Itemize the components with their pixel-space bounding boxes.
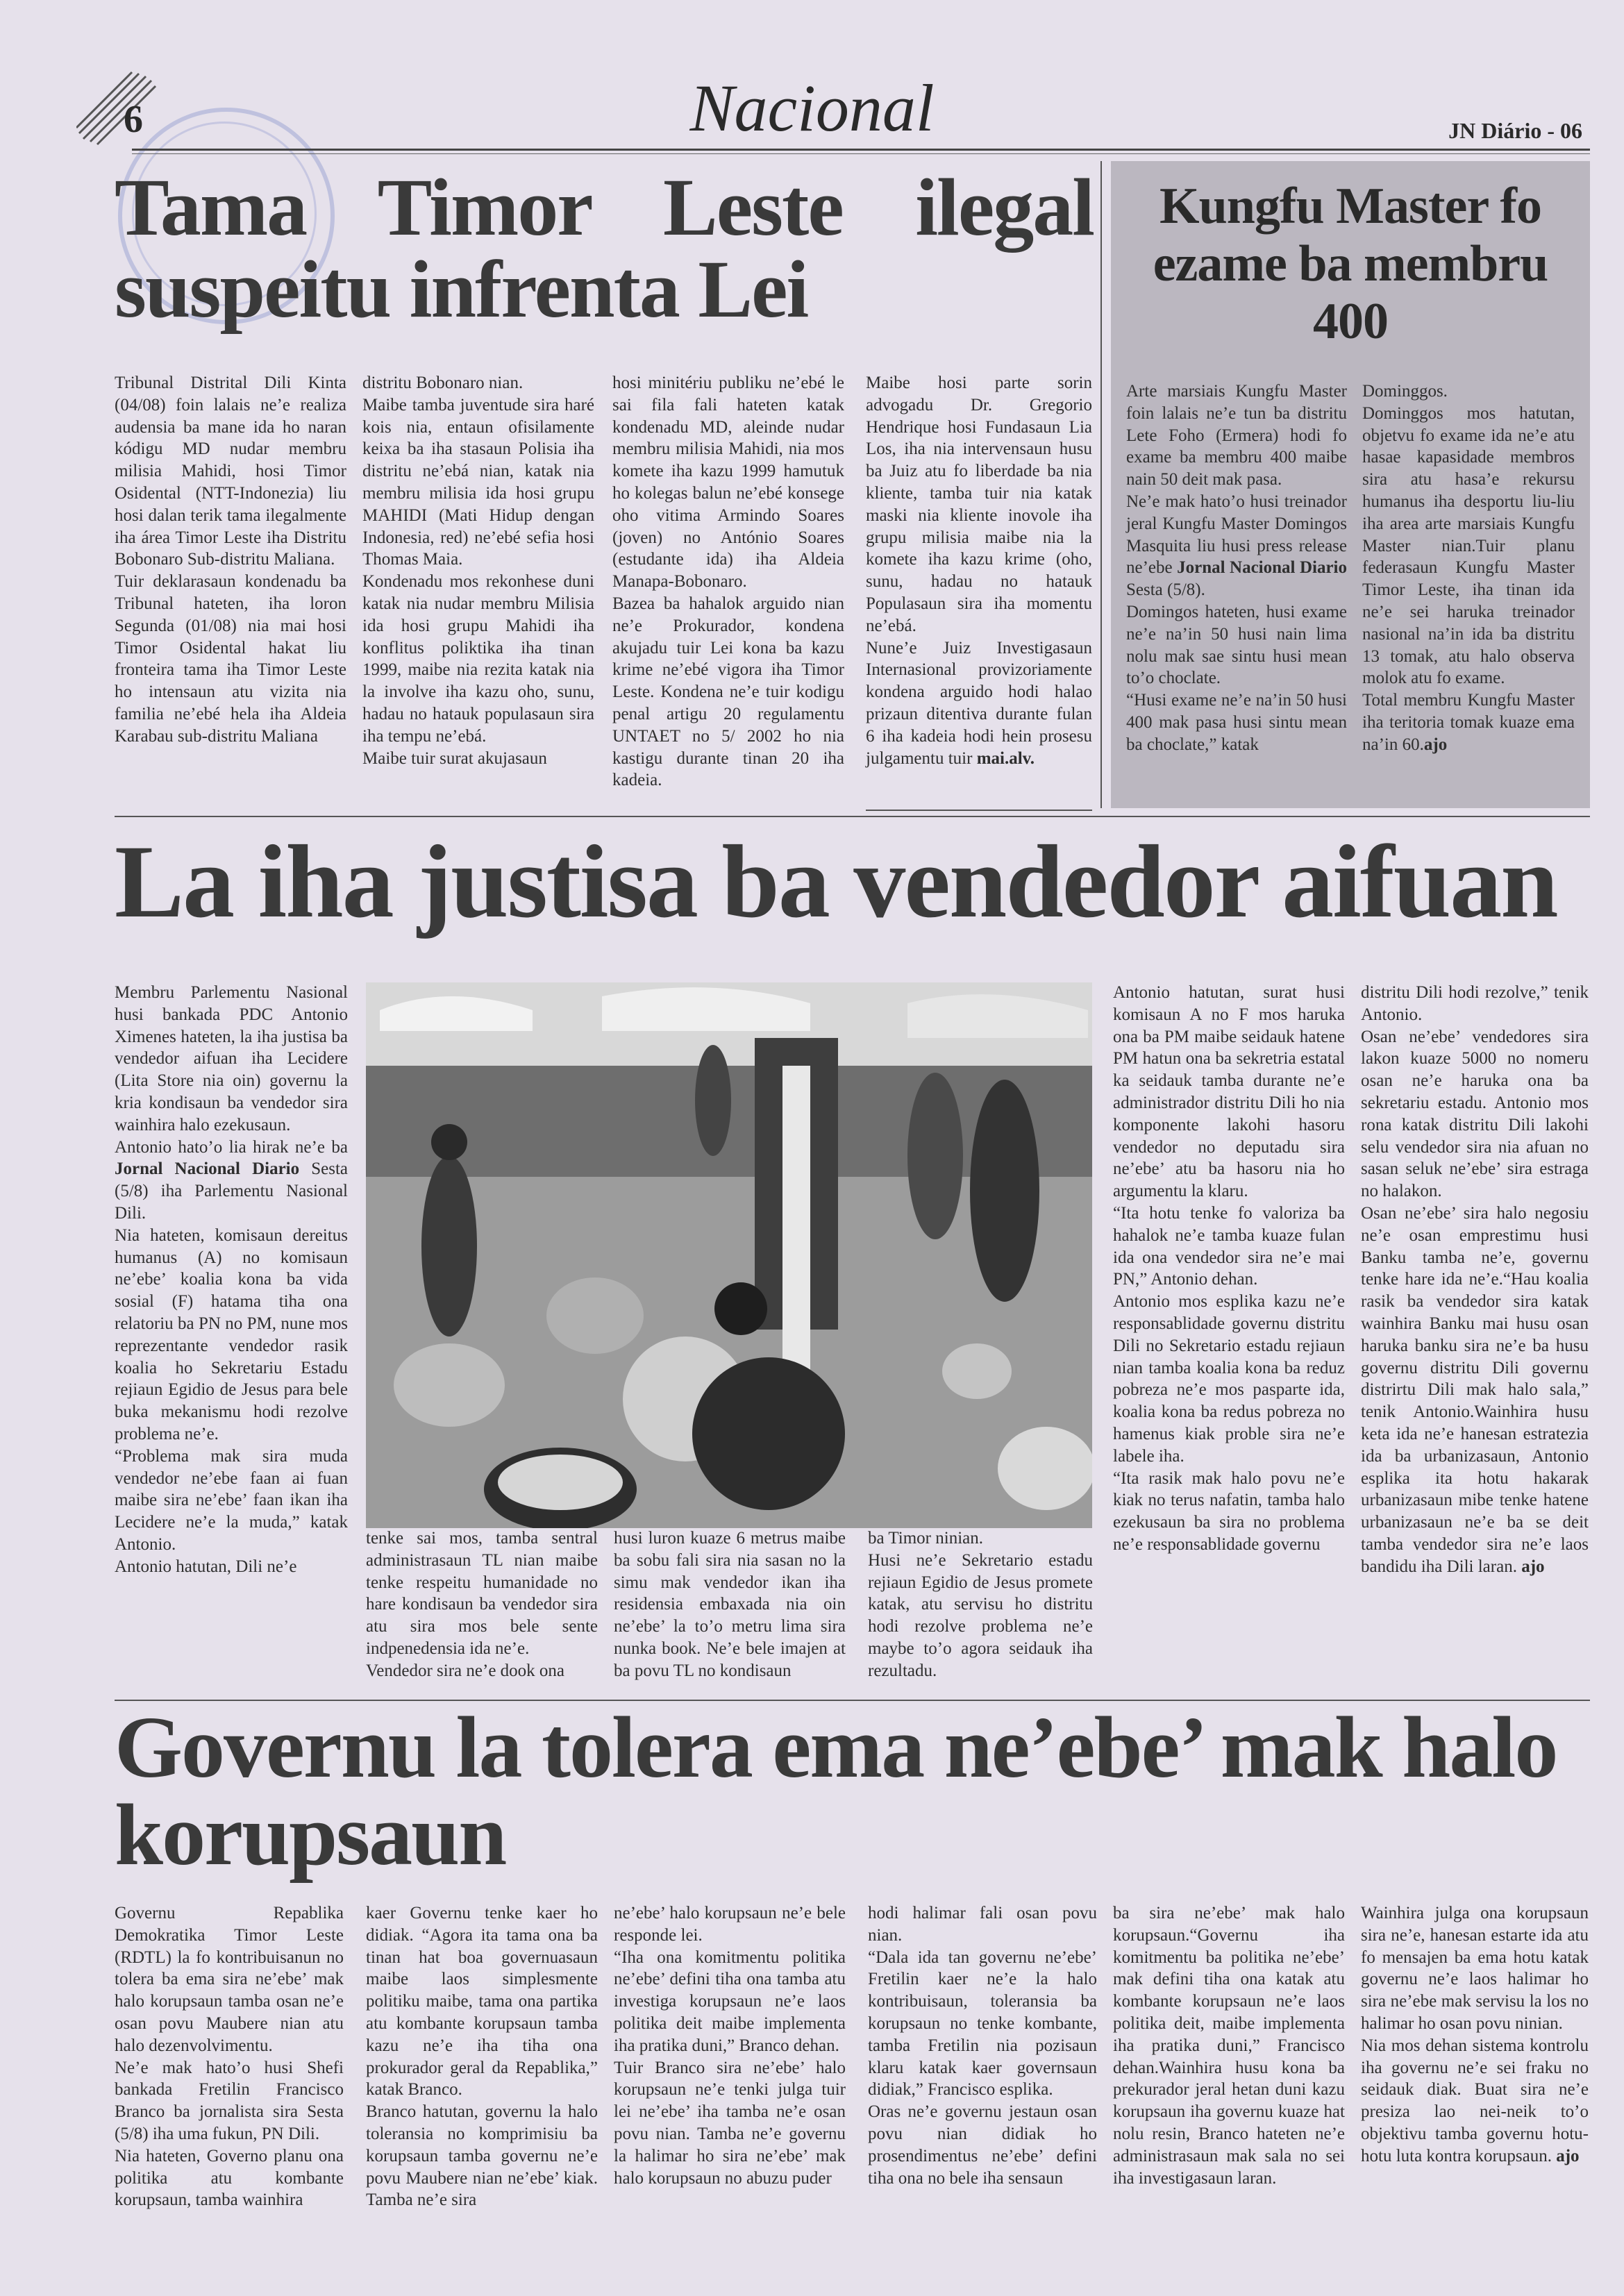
- article3-column-1: Governu Repablika Demokratika Timor Leste (RDTL) la fo kontribuisanun no tolera ba ema sira ne’ebe’ mak halo korupsaun tamba osan ne’e osan povu Maubere nian atu halo dezenvolvimentu. Ne’e mak hato’o husi Shefi bankada Fretilin Francisco Branco ba jornalista sira Sesta (5/8) iha uma fukun, PN Dili. Nia hateten, Governo planu ona politika atu kombante korupsaun, tamba wainhira: [115, 1904, 344, 2210]
- folio: JN Diário - 06: [1448, 118, 1582, 143]
- article2-under-photo-1: tenke sai mos, tamba sentral administrasaun TL nian maibe tenke respeitu humanidade no hare kondisaun ba vendedor sira atu sira mos bele sente indpenedensia ida ne’e. Vendedor sira ne’e dook ona: [366, 1529, 598, 1680]
- column-divider: [1100, 161, 1102, 808]
- article3-column-4: hodi halimar fali osan povu nian. “Dala ida tan governu ne’ebe’ Fretilin kaer ne’e la halo kontribuisaun, toleransia ba korupsaun no tenke kombante, tamba Fretilin nia pozisaun klaru katak kaer governsaun didiak,” Francisco esplika. Oras ne’e governu jestaun osan povu nian didiak ho prosendimentus ne’ebe’ defini tiha ona no bele iha sensaun: [868, 1904, 1097, 2188]
- article1-column-4: Maibe hosi parte sorin advogadu Dr. Gregorio Hendrique hosi Fundasaun Lia Los, iha nia intervensaun husu ba Juiz atu fo liberdade ba nia kliente, tamba tuir nia katak maski nia kliente inovole iha grupu milisia maibe nia la komete iha kazu krime (oho, sunu, hadau no hatauk Populasaun sira iha momentu ne’ebá. Nune’e Juiz Investigasaun Internasional provizoriamente kondena arguido hodi halao prizaun ditentiva durante fulan 6 iha kadeia hodi hein prosesu julgamentu tuir mai.alv.: [866, 374, 1092, 768]
- kungfu-column-2: Dominggos. Dominggos mos hatutan, objetvu fo exame ida ne’e atu hasae kapasidade membros sira atu hasa’e rekursu humanus iha desportu liu-liu iha area arte marsiais Kungfu Master nian.Tuir planu federasaun Kungfu Master Timor Leste, iha tinan ida ne’e sei haruka treinador nasional na’in ida ba distritu 13 tomak, atu halo observa molok atu fo exame. Total membru Kungfu Master iha teritoria tomak kuaze ema na’in 60.ajo: [1362, 382, 1575, 754]
- article2-under-photo-3: ba Timor ninian. Husi ne’e Sekretario estadu rejiaun Egidio de Jesus promete katak, atu servisu ho distritu hodi rezolve problema ne’e maybe to’o agora seidauk iha rezultadu.: [868, 1529, 1093, 1680]
- article2-signature: ajo: [1521, 1557, 1545, 1576]
- article3-signature: ajo: [1556, 2146, 1580, 2165]
- kungfu-column-1: Arte marsiais Kungfu Master foin lalais ne’e tun ba distritu Lete Foho (Ermera) hodi fo exame ba membru 400 maibe nain 50 deit mak pasa. Ne’e mak hato’o husi treinador jeral Kungfu Master Domingos Masquita liu husi press release ne’ebe Jornal Nacional Diario Sesta (5/8). Domingos hateten, husi exame ne’e na’in 50 husi nain lima nolu mak sae sintu husi mean to’o choclate. “Husi exame ne’e na’in 50 husi 400 mak pasa husi sintu mean ba choclate,” katak: [1126, 382, 1348, 754]
- article3-column-3: ne’ebe’ halo korupsaun ne’e bele responde lei. “Iha ona komitmentu politika ne’ebe’ defini tiha ona tamba atu investiga korupsaun ne’e laos politika deit maibe implementa iha pratika duni,” Branco dehan. Tuir Branco sira ne’ebe’ halo korupsaun ne’e tenki julga tuir lei ne’ebe’ iha tamba ne’e osan povu nian. Tamba ne’e governu la halimar ho sira ne’ebe’ mak halo korupsaun no abuzu puder: [614, 1904, 846, 2188]
- article2-source: Jornal Nacional Diario: [115, 1159, 300, 1179]
- article2-column-5: Antonio hatutan, surat husi komisaun A no F mos haruka ona ba PM maibe seidauk hatene PM hatun ona ba sekretria estatal ka seidauk tamba durante ne’e administrador distritu Dili ho nia komponente lakohi hasoru vendedor no deputadu sira ne’ebe’ atu ba hasoru nia ho argumentu la klaru. “Ita hotu tenke fo valoriza ba hahalok ne’e tamba kuaze fulan ida ona vendedor sira ne’e mai PN,” Antonio dehan. Antonio mos esplika kazu ne’e responsablidade governu distritu Dili no Sekretario estadu rejiaun nian tamba koalia kona ba reduz pobreza ne’e mos pasparte ida, koalia kona ba redus pobreza no hamenus kiak proble sira ne’e labele iha. “Ita rasik mak halo povu ne’e kiak no terus nafatin, tamba halo ezekusaun ba sira no problema ne’e responsablidade governu: [1113, 983, 1345, 1554]
- article1-column-3: hosi minitériu publiku ne’ebé le sai fila fali hateten katak kondenadu MD, aleinde nudar membru milisia Mahidi, nia mos komete iha kazu 1999 hamutuk ho kolegas balun ne’ebé konsege oho vitima Armindo Soares (joven) no António Soares (estudante ida) iha Aldeia Manapa-Bobonaro. Bazea ba hahalok arguido nian ne’e Prokurador, kondena akujadu tuir Lei kona ba kazu krime ne’ebé vigora iha Timor Leste. Kondena ne’e tuir kodigu penal artigu 20 regulamentu UNTAET no 5/ 2002 ho nia kastigu durante tinan 20 iha kadeia.: [612, 374, 844, 790]
- article1-column-1: Tribunal Distrital Dili Kinta (04/08) foin lalais ne’e realiza audensia ba mane ida ho naran kódigu MD nudar membru milisia Mahidi, hosi Timor Osidental (NTT-Indonezia) liu hosi dalan terik tama ilegalmente iha área Timor Leste iha Distritu Bobonaro Sub-distritu Maliana. Tuir deklarasaun kondenadu ba Tribunal hateten, iha loron Segunda (01/08) nia mai hosi Timor Osidental hakat liu fronteira tama iha Timor Leste ho intensaun atu vizita nia familia ne’ebé hela iha Aldeia Karabau sub-distritu Maliana: [115, 374, 346, 746]
- article2-under-photo-2: husi luron kuaze 6 metrus maibe ba sobu fali sira nia sasan no la simu mak vendedor ikan iha residensia embaxada nia oin ne’ebe’ la to’o metru lima sira nunka book. Ne’e bele imajen at ba povu TL no kondisaun: [614, 1529, 846, 1680]
- article2-column-6: distritu Dili hodi rezolve,” tenik Antonio. Osan ne’ebe’ vendedores sira lakon kuaze 5000 no nomeru osan ne’e haruka ona ba sekretariu estadu. Antonio mos rona katak distritu Dili lakohi selu vendedor sira nia afuan no sasan seluk ne’ebe’ sira estraga no halakon. Osan ne’ebe’ sira halo negosiu ne’e osan emprestimu husi Banku tamba ne’e, governu tenke hare ida ne’e.“Hau koalia rasik ba vendedor sira katak wainhira Banku mai husu osan haruka banku sira ne’e ba husu governu distritu Dili governu distrirtu Dili mak halo sala,” tenik Antonio.Wainhira husu keta ida ne’e hanesan estratezia ida ba urbanizasaun, Antonio esplika ita hotu hakarak urbanizasaun mibe tenke hatene urbanizasaun ne’e ba se deit tamba vendedor sira ne’e laos bandidu iha Dili laran. ajo: [1361, 983, 1589, 1576]
- article1-headline-line2: suspeitu infrenta Lei: [115, 244, 808, 335]
- section-title: Nacional: [689, 71, 935, 145]
- header-rule-thin: [132, 153, 1590, 154]
- kungfu-signature: ajo: [1423, 735, 1448, 754]
- market-vendors-photo: [366, 982, 1092, 1528]
- header-rule: [132, 149, 1590, 151]
- page-number: 6: [124, 98, 143, 141]
- article3-column-2: kaer Governu tenke kaer ho didiak. “Agora ita tama ona ba tinan hat boa governuasaun maibe laos simplesmente politiku maibe, tama ona partika atu kombante korupsaun tamba kazu ne’e iha tiha ona prokurador geral da Repablika,” katak Branco. Branco hatutan, governu la halo toleransia no komprimisiu ba korupsaun tamba governu ne’e povu Maubere nian ne’ebe’ kiak. Tamba ne’e sira: [366, 1904, 598, 2210]
- article1-headline-line1: Tama Timor Leste ilegal: [115, 162, 1094, 253]
- article2-top-rule: [115, 816, 1590, 817]
- article3-column-6: Wainhira julga ona korupsaun sira ne’e, hanesan estarte ida atu fo mensajen ba ema hotu katak governu ne’e laos halimar ho sira ne’ebe mak servisu la los no halimar ho osan povu ninian. Nia mos dehan sistema kontrolu iha governu ne’e sei fraku no seidauk diak. Buat sira ne’e presiza lao nei-neik to’o objektivu tamba governu hotu-hotu luta kontra korupsaun. ajo: [1361, 1904, 1589, 2165]
- article3-headline: Governu la tolera ema ne’ebe’ mak halo korupsaun: [115, 1700, 1557, 1884]
- kungfu-headline: Kungfu Master fo ezame ba membru 400: [1153, 178, 1548, 350]
- article1-end-rule: [866, 810, 1092, 811]
- article1-column-2: distritu Bobonaro nian. Maibe tamba juventude sira haré kois nia, entaun ofisilamente keixa ba iha stasaun Polisia iha distritu ne’ebá nian, katak nia membru milisia ida hosi grupu MAHIDI (Mati Hidup dengan Indonesia, red) ne’ebé sefia hosi Thomas Maia. Kondenadu mos rekonhese duni katak nia nudar membru Milisia ida hosi grupu Mahidi iha konflitus poliktika iha tinan 1999, maibe nia rezita katak nia la involve iha kazu oho, sunu, hadau no hatauk populasaun sira iha tempu ne’ebá. Maibe tuir surat akujasaun: [362, 374, 594, 768]
- kungfu-source: Jornal Nacional Diario: [1177, 558, 1348, 578]
- article1-signature: mai.alv.: [976, 748, 1035, 768]
- article2-headline: La iha justisa ba vendedor aifuan: [115, 824, 1557, 939]
- article2-column-1: Membru Parlementu Nasional husi bankada PDC Antonio Ximenes hateten, la iha justisa ba vendedor aifuan iha Lecidere (Lita Store nia oin) governu la kria kondisaun ba vendedor sira wainhira halo ezekusaun. Antonio hato’o lia hirak ne’e ba Jornal Nacional Diario Sesta (5/8) iha Parlementu Nasional Dili. Nia hateten, komisaun dereitus humanus (A) no komisaun ne’ebe’ koalia kona ba vida sosial (F) hatama tiha ona relatoriu ba PN no PM, nune mos reprezentante vendedor rasik koalia ho Sekretariu Estadu rejiaun Egidio de Jesus para bele buka mekanismu hodi rezolve problema ne’e. “Problema mak sira muda vendedor ne’ebe faan ai fuan maibe sira ne’ebe’ faan ikan iha Lecidere ne’e la muda,” katak Antonio. Antonio hatutan, Dili ne’e: [115, 983, 348, 1576]
- article3-column-5: ba sira ne’ebe’ mak halo korupsaun.“Governu iha komitmentu ba politika ne’ebe’ mak defini tiha ona katak atu kombante korupsaun ne’e laos politika deit, maibe implementa iha pratika duni,” Francisco dehan.Wainhira husu kona ba prekurador jeral hetan duni kazu korupsaun iha governu kuaze hat nolu resin, Branco hateten ne’e administrasaun mak sala no sei iha investigasaun laran.: [1113, 1904, 1345, 2188]
- article1-headline: [115, 162, 1094, 335]
